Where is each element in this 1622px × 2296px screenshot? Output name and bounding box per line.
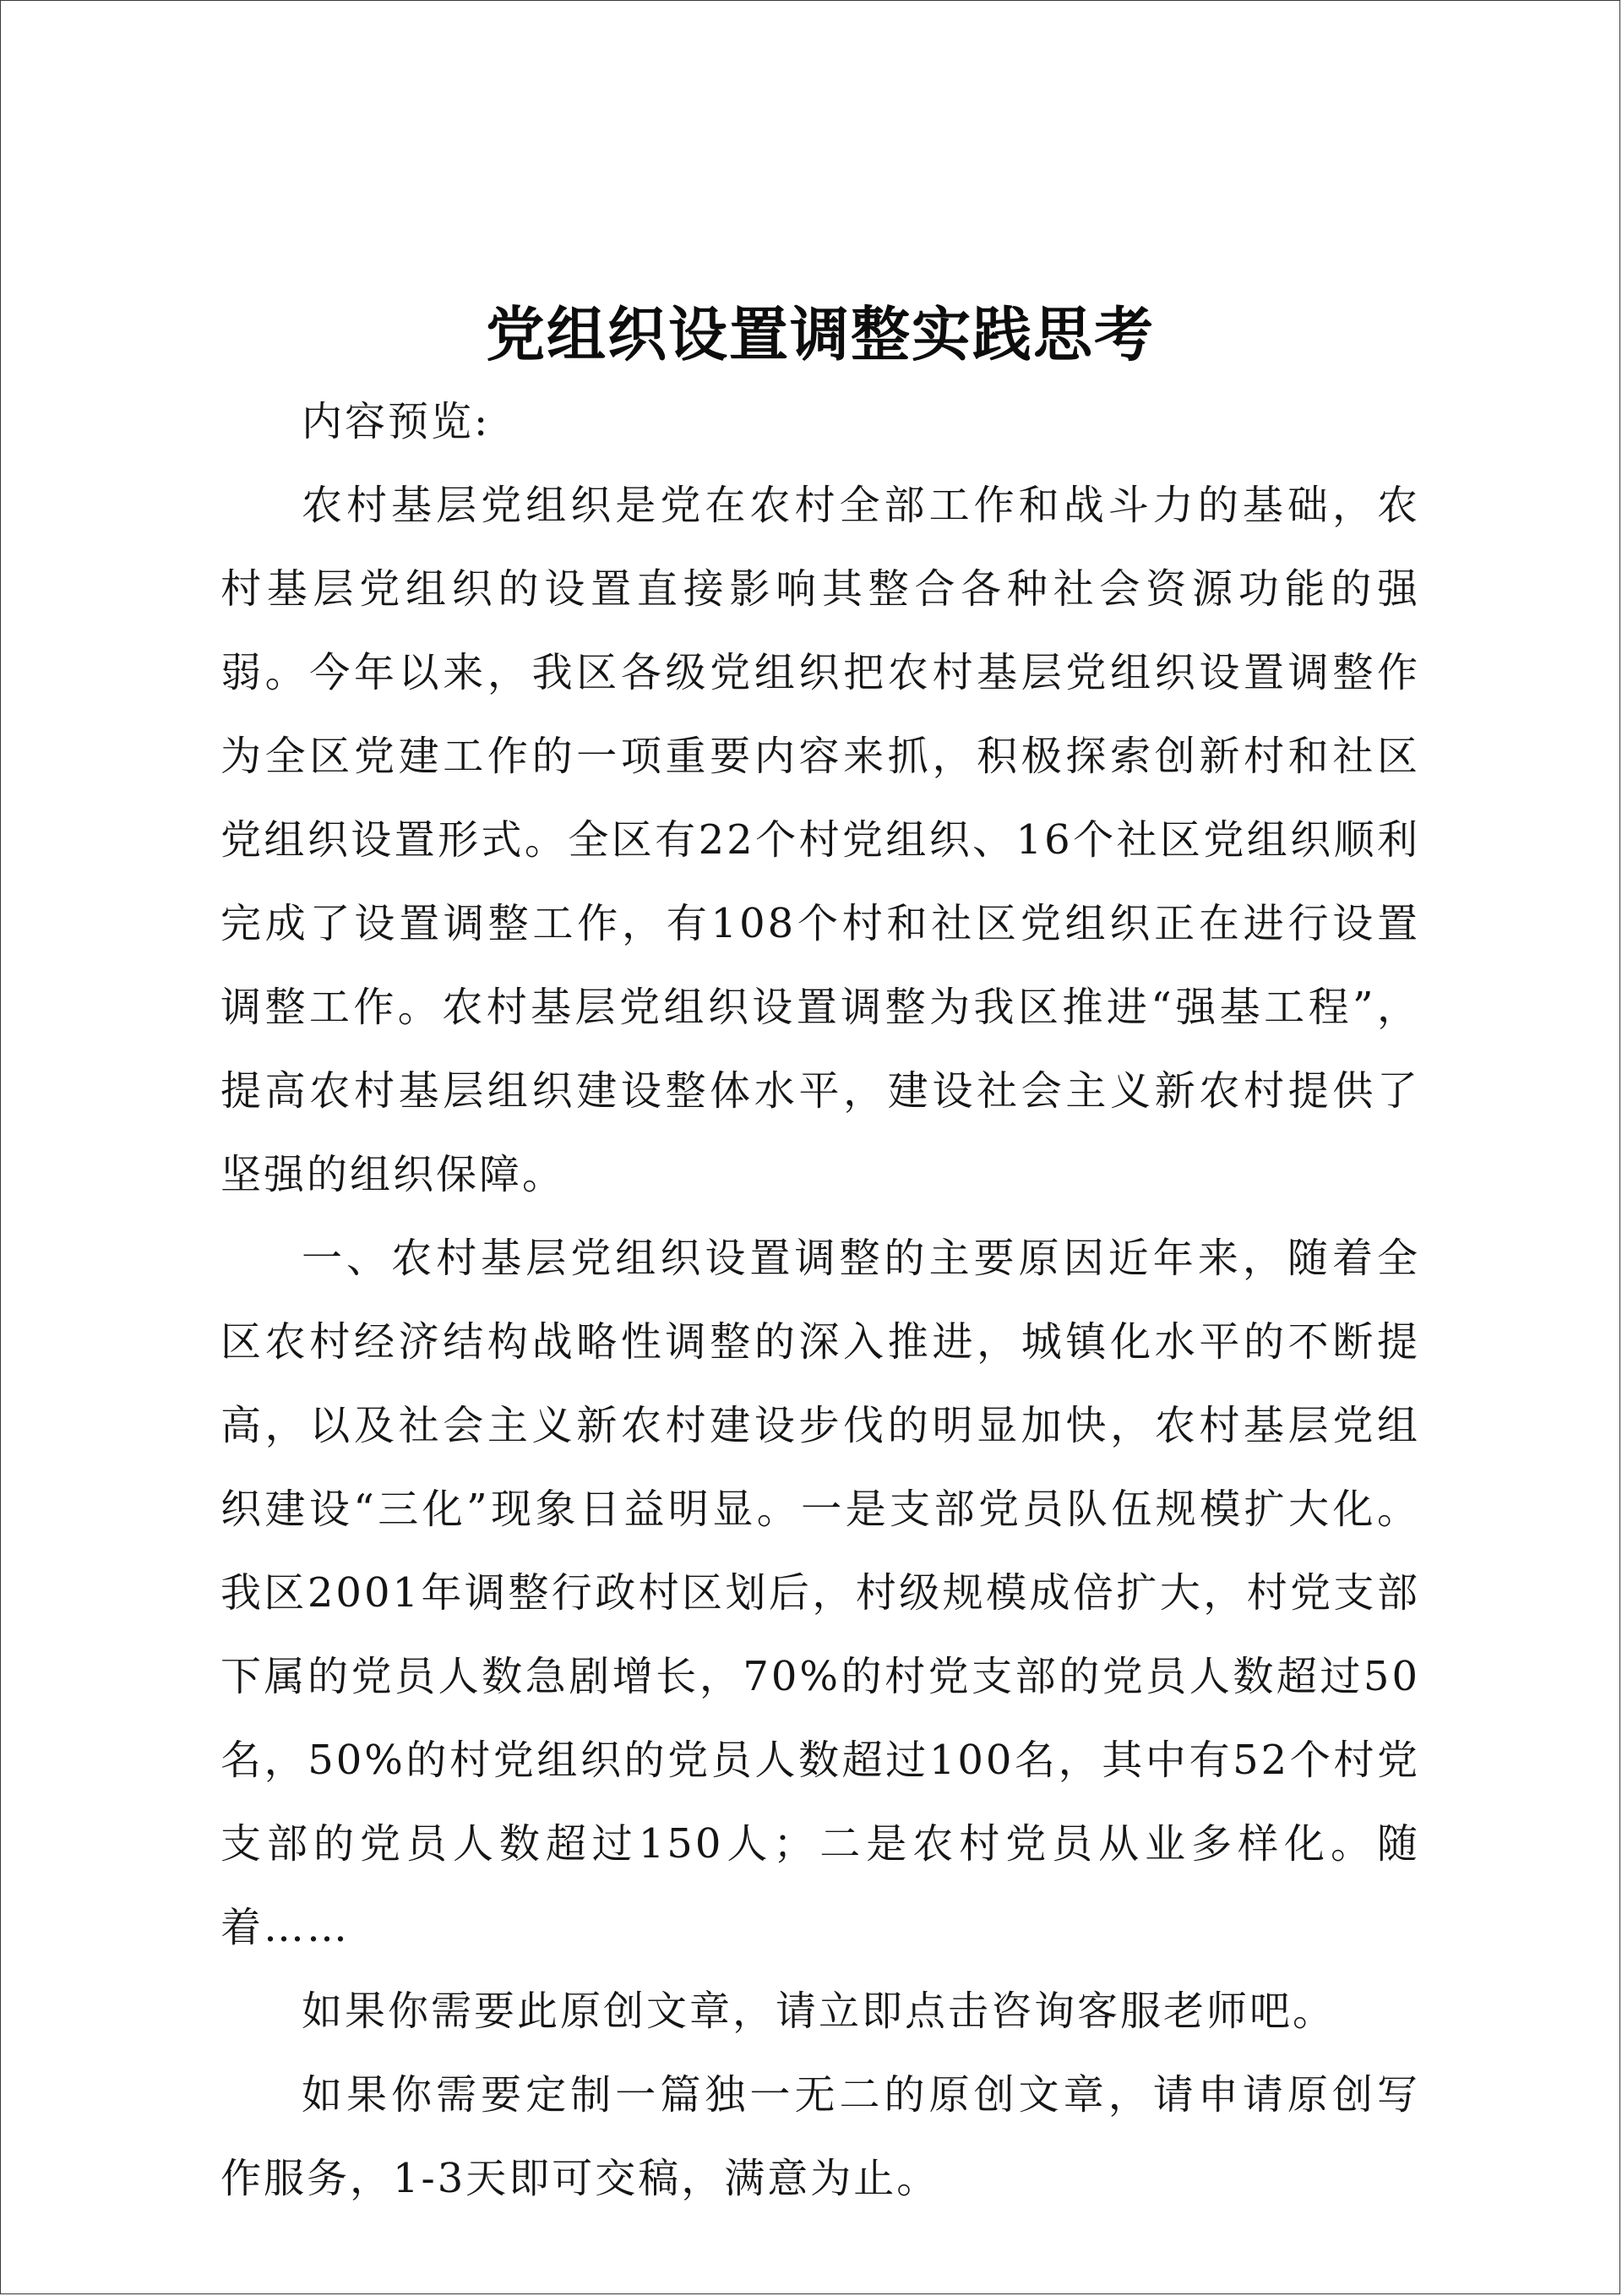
intro-paragraph: 农村基层党组织是党在农村全部工作和战斗力的基础，农村基层党组织的设置直接影响其整合各种社会资源功能的强弱。今年以来，我区各级党组织把农村基层党组织设置调整作为全区党建工作的一项重要内容来抓，积极探索创新村和社区党组织设置形式。全区有22个村党组织、16个社区党组织顺利完成了设置调整工作，有108个村和社区党组织正在进行设置调整工作。农村基层党组织设置调整为我区推进“强基工程”，提高农村基层组织建设整体水平，建设社会主义新农村提供了坚强的组织保障。 [220,482,1420,1198]
consult-paragraph: 如果你需要此原创文章，请立即点击咨询客服老师吧。 [302,1988,1336,2035]
preview-label: 内容预览: [302,398,491,445]
section-one-paragraph: 一、农村基层党组织设置调整的主要原因近年来，随着全区农村经济结构战略性调整的深入推进，城镇化水平的不断提高，以及社会主义新农村建设步伐的明显加快，农村基层党组织建设“三化”现象日益明显。一是支部党员队伍规模扩大化。我区2001年调整行政村区划后，村级规模成倍扩大，村党支部下属的党员人数急剧增长，70%的村党支部的党员人数超过50名，50%的村党组织的党员人数超过100名，其中有52个村党支部的党员人数超过150人；二是农村党员从业多样化。随着…… [220,1235,1420,1951]
document-title: 党组织设置调整实践思考 [486,299,1155,369]
document-body [220,284,1420,2221]
custom-writing-paragraph: 如果你需要定制一篇独一无二的原创文章，请申请原创写作服务，1-3天即可交稿，满意为止。 [220,2071,1420,2202]
